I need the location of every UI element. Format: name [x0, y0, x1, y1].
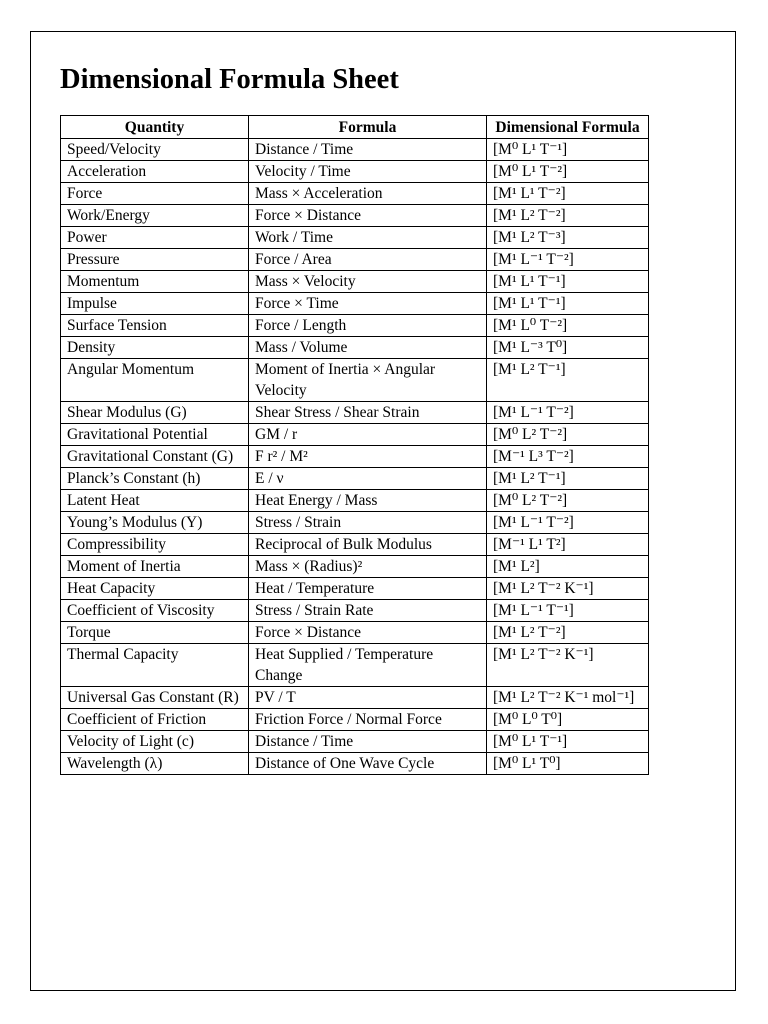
table-row [61, 644, 649, 687]
cell-dimensional-formula: [M⁰ L¹ T⁻¹] [487, 139, 649, 161]
cell-dimensional-formula: [M⁻¹ L¹ T²] [487, 534, 649, 556]
cell-dimensional-formula: [M¹ L⁻³ T⁰] [487, 337, 649, 359]
cell-quantity: Gravitational Potential [61, 424, 249, 446]
cell-dimensional-formula: [M¹ L² T⁻² K⁻¹] [487, 578, 649, 600]
cell-quantity: Impulse [61, 293, 249, 315]
cell-formula: Mass × Velocity [249, 271, 487, 293]
table-row [61, 578, 649, 600]
cell-dimensional-formula: [M⁰ L² T⁻²] [487, 490, 649, 512]
cell-formula: F r² / M² [249, 446, 487, 468]
cell-dimensional-formula: [M⁰ L⁰ T⁰] [487, 709, 649, 731]
cell-formula: Shear Stress / Shear Strain [249, 402, 487, 424]
table-row [61, 424, 649, 446]
table-row [61, 293, 649, 315]
cell-quantity: Heat Capacity [61, 578, 249, 600]
cell-formula: Force × Time [249, 293, 487, 315]
cell-dimensional-formula: [M⁰ L¹ T⁻²] [487, 161, 649, 183]
cell-dimensional-formula: [M¹ L¹ T⁻¹] [487, 293, 649, 315]
table-row [61, 600, 649, 622]
cell-dimensional-formula: [M⁰ L¹ T⁰] [487, 753, 649, 775]
cell-quantity: Wavelength (λ) [61, 753, 249, 775]
cell-dimensional-formula: [M¹ L² T⁻¹] [487, 359, 649, 402]
table-header-row [61, 116, 649, 139]
cell-quantity: Force [61, 183, 249, 205]
cell-quantity: Power [61, 227, 249, 249]
cell-formula: E / ν [249, 468, 487, 490]
cell-quantity: Gravitational Constant (G) [61, 446, 249, 468]
cell-dimensional-formula: [M¹ L⁻¹ T⁻²] [487, 512, 649, 534]
table-row [61, 359, 649, 402]
cell-quantity: Surface Tension [61, 315, 249, 337]
table-row [61, 709, 649, 731]
cell-formula: Heat Supplied / Temperature Change [249, 644, 487, 687]
cell-quantity: Momentum [61, 271, 249, 293]
table-row [61, 534, 649, 556]
cell-formula: Force / Area [249, 249, 487, 271]
table-row [61, 622, 649, 644]
cell-formula: Distance / Time [249, 139, 487, 161]
cell-quantity: Compressibility [61, 534, 249, 556]
cell-quantity: Moment of Inertia [61, 556, 249, 578]
table-row [61, 556, 649, 578]
dimensional-formula-table [60, 115, 649, 775]
page-title: Dimensional Formula Sheet [60, 64, 399, 95]
cell-formula: Force / Length [249, 315, 487, 337]
table-row [61, 161, 649, 183]
cell-dimensional-formula: [M¹ L² T⁻²] [487, 622, 649, 644]
cell-dimensional-formula: [M¹ L² T⁻¹] [487, 468, 649, 490]
table-row [61, 753, 649, 775]
cell-quantity: Coefficient of Viscosity [61, 600, 249, 622]
table-row [61, 731, 649, 753]
cell-dimensional-formula: [M¹ L⁻¹ T⁻²] [487, 402, 649, 424]
cell-formula: Work / Time [249, 227, 487, 249]
cell-quantity: Speed/Velocity [61, 139, 249, 161]
cell-dimensional-formula: [M⁰ L² T⁻²] [487, 424, 649, 446]
table-row [61, 512, 649, 534]
column-header-quantity: Quantity [61, 116, 249, 139]
table-row [61, 139, 649, 161]
cell-dimensional-formula: [M¹ L¹ T⁻¹] [487, 271, 649, 293]
cell-formula: Mass / Volume [249, 337, 487, 359]
table-row [61, 490, 649, 512]
table-row [61, 687, 649, 709]
cell-quantity: Velocity of Light (c) [61, 731, 249, 753]
cell-formula: Heat Energy / Mass [249, 490, 487, 512]
table-row [61, 468, 649, 490]
cell-dimensional-formula: [M¹ L² T⁻² K⁻¹] [487, 644, 649, 687]
cell-dimensional-formula: [M¹ L⁻¹ T⁻¹] [487, 600, 649, 622]
cell-formula: Distance of One Wave Cycle [249, 753, 487, 775]
cell-quantity: Torque [61, 622, 249, 644]
cell-formula: Force × Distance [249, 622, 487, 644]
cell-quantity: Coefficient of Friction [61, 709, 249, 731]
cell-formula: Force × Distance [249, 205, 487, 227]
cell-formula: Heat / Temperature [249, 578, 487, 600]
cell-dimensional-formula: [M¹ L² T⁻³] [487, 227, 649, 249]
cell-dimensional-formula: [M⁻¹ L³ T⁻²] [487, 446, 649, 468]
cell-formula: Mass × (Radius)² [249, 556, 487, 578]
table-row [61, 183, 649, 205]
table-body [61, 139, 649, 775]
cell-formula: Reciprocal of Bulk Modulus [249, 534, 487, 556]
cell-dimensional-formula: [M¹ L⁻¹ T⁻²] [487, 249, 649, 271]
cell-formula: Moment of Inertia × Angular Velocity [249, 359, 487, 402]
table-row [61, 205, 649, 227]
cell-quantity: Acceleration [61, 161, 249, 183]
cell-formula: Stress / Strain Rate [249, 600, 487, 622]
cell-quantity: Planck’s Constant (h) [61, 468, 249, 490]
cell-formula: GM / r [249, 424, 487, 446]
cell-formula: Stress / Strain [249, 512, 487, 534]
cell-quantity: Latent Heat [61, 490, 249, 512]
cell-dimensional-formula: [M¹ L² T⁻² K⁻¹ mol⁻¹] [487, 687, 649, 709]
cell-quantity: Density [61, 337, 249, 359]
cell-quantity: Angular Momentum [61, 359, 249, 402]
cell-quantity: Universal Gas Constant (R) [61, 687, 249, 709]
cell-dimensional-formula: [M⁰ L¹ T⁻¹] [487, 731, 649, 753]
cell-quantity: Thermal Capacity [61, 644, 249, 687]
cell-quantity: Young’s Modulus (Y) [61, 512, 249, 534]
column-header-formula: Formula [249, 116, 487, 139]
cell-quantity: Shear Modulus (G) [61, 402, 249, 424]
cell-dimensional-formula: [M¹ L¹ T⁻²] [487, 183, 649, 205]
cell-quantity: Pressure [61, 249, 249, 271]
cell-formula: PV / T [249, 687, 487, 709]
table-row [61, 315, 649, 337]
table-row [61, 446, 649, 468]
cell-dimensional-formula: [M¹ L²] [487, 556, 649, 578]
table-row [61, 337, 649, 359]
cell-formula: Distance / Time [249, 731, 487, 753]
table-row [61, 249, 649, 271]
cell-formula: Friction Force / Normal Force [249, 709, 487, 731]
cell-quantity: Work/Energy [61, 205, 249, 227]
cell-dimensional-formula: [M¹ L⁰ T⁻²] [487, 315, 649, 337]
cell-formula: Mass × Acceleration [249, 183, 487, 205]
cell-dimensional-formula: [M¹ L² T⁻²] [487, 205, 649, 227]
cell-formula: Velocity / Time [249, 161, 487, 183]
table-row [61, 402, 649, 424]
column-header-dimensional-formula: Dimensional Formula [487, 116, 649, 139]
table-row [61, 271, 649, 293]
table-row [61, 227, 649, 249]
